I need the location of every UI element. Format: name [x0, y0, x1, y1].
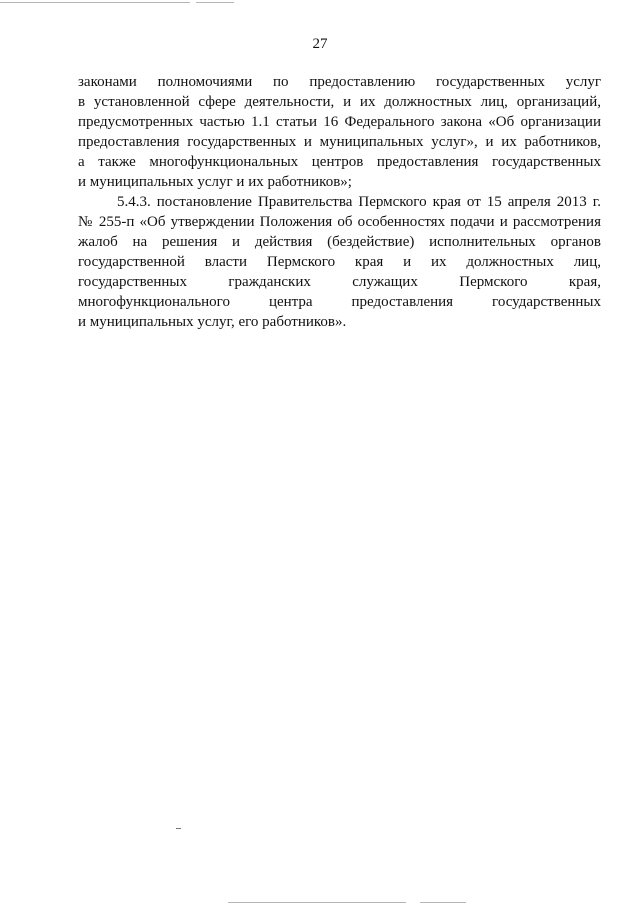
paragraph-line-13: и муниципальных услуг, его работников».: [78, 314, 347, 330]
paragraph-line-7: 5.4.3. постановление Правительства Пермского края от 15 апреля 2013 г.: [117, 194, 601, 210]
scan-edge-bottom-left: [228, 902, 406, 903]
paragraph-line-10: государственной власти Пермского края и их должностных лиц,: [78, 254, 601, 270]
paragraph-line-8: № 255-п «Об утверждении Положения об особенностях подачи и рассмотрения: [78, 214, 601, 230]
paragraph-line-4: предоставления государственных и муниципальных услуг», и их работников,: [78, 134, 601, 150]
paragraph-line-9: жалоб на решения и действия (бездействие) исполнительных органов: [78, 234, 601, 250]
paragraph-line-1: законами полномочиями по предоставлению государственных услуг: [78, 74, 601, 90]
paragraph-line-6: и муниципальных услуг и их работников»;: [78, 174, 352, 190]
paragraph-line-5: а также многофункциональных центров предоставления государственных: [78, 154, 601, 170]
page-number: 27: [312, 36, 328, 52]
scan-edge-bottom-right: [420, 902, 466, 903]
paragraph-line-3: предусмотренных частью 1.1 статьи 16 Федерального закона «Об организации: [78, 114, 601, 130]
scan-edge-top-left: [0, 2, 190, 3]
scan-speck: [176, 828, 181, 829]
paragraph-line-11: государственных гражданских служащих Пермского края,: [78, 274, 601, 290]
scan-edge-top-right: [196, 2, 234, 3]
paragraph-line-2: в установленной сфере деятельности, и их должностных лиц, организаций,: [78, 94, 601, 110]
paragraph-line-12: многофункционального центра предоставления государственных: [78, 294, 601, 310]
